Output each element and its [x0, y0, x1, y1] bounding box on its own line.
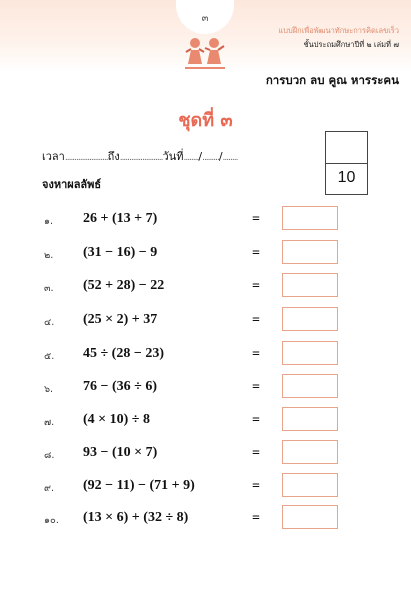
- answer-box[interactable]: [282, 307, 338, 331]
- problem-row: [0, 476, 411, 500]
- problem-row: [0, 508, 411, 532]
- problem-expression: 76 − (36 ÷ 6): [83, 379, 157, 394]
- problem-row: [0, 410, 411, 434]
- score-box: [325, 131, 368, 195]
- problem-number: ๓.: [44, 283, 54, 294]
- equals-sign: =: [252, 446, 260, 461]
- time-end-blank[interactable]: .......................: [119, 153, 163, 163]
- date-sep-2: /: [218, 150, 223, 163]
- problem-number: ๑.: [44, 216, 54, 227]
- equals-sign: =: [252, 246, 260, 261]
- year-blank[interactable]: ........: [222, 153, 238, 163]
- problem-number: ๙.: [44, 483, 54, 494]
- answer-box[interactable]: [282, 206, 338, 230]
- equals-sign: =: [252, 347, 260, 362]
- month-blank[interactable]: .........: [202, 153, 219, 163]
- date-label: วันที่: [162, 150, 184, 163]
- problem-expression: (4 × 10) ÷ 8: [83, 412, 150, 427]
- answer-box[interactable]: [282, 240, 338, 264]
- problem-row: [0, 344, 411, 368]
- answer-box[interactable]: [282, 374, 338, 398]
- problem-number: ๗.: [44, 417, 55, 428]
- children-illustration-logo: [183, 34, 227, 70]
- answer-box[interactable]: [282, 407, 338, 431]
- series-subtitle: ชั้นประถมศึกษาปีที่ ๒ เล่มที่ ๗: [303, 40, 399, 49]
- date-sep-1: /: [198, 150, 203, 163]
- problem-number: ๖.: [44, 384, 54, 395]
- equals-sign: =: [252, 212, 260, 227]
- equals-sign: =: [252, 479, 260, 494]
- problem-row: [0, 276, 411, 300]
- problem-number: ๑๐.: [44, 515, 59, 526]
- problem-row: [0, 443, 411, 467]
- problem-number: ๔.: [44, 317, 55, 328]
- answer-box[interactable]: [282, 473, 338, 497]
- to-label: ถึง: [107, 150, 120, 163]
- time-date-line: [42, 147, 237, 165]
- problem-expression: (25 × 2) + 37: [83, 312, 158, 327]
- answer-box[interactable]: [282, 341, 338, 365]
- problem-expression: (13 × 6) + (32 ÷ 8): [83, 510, 189, 525]
- worksheet-topic: การบวก ลบ คูณ หารระคน: [265, 73, 399, 87]
- problem-expression: (92 − 11) − (71 + 9): [83, 478, 195, 493]
- equals-sign: =: [252, 279, 260, 294]
- time-start-blank[interactable]: .......................: [64, 153, 108, 163]
- problem-expression: 45 ÷ (28 − 23): [83, 346, 164, 361]
- problem-row: [0, 243, 411, 267]
- problem-row: [0, 209, 411, 233]
- instruction: จงหาผลลัพธ์: [42, 178, 102, 191]
- equals-sign: =: [252, 313, 260, 328]
- score-divider: [326, 163, 367, 164]
- series-title: แบบฝึกเพื่อพัฒนาทักษะการคิดเลขเร็ว: [278, 26, 399, 35]
- problem-row: [0, 377, 411, 401]
- problem-number: ๘.: [44, 450, 55, 461]
- problem-expression: 93 − (10 × 7): [83, 445, 158, 460]
- answer-box[interactable]: [282, 440, 338, 464]
- problem-expression: 26 + (13 + 7): [83, 211, 158, 226]
- score-total: 10: [337, 169, 356, 186]
- equals-sign: =: [252, 413, 260, 428]
- equals-sign: =: [252, 380, 260, 395]
- set-title: ชุดที่ ๓: [178, 110, 233, 131]
- answer-box[interactable]: [282, 273, 338, 297]
- problem-expression: (31 − 16) − 9: [83, 245, 158, 260]
- equals-sign: =: [252, 511, 260, 526]
- problem-number: ๒.: [44, 250, 54, 261]
- page-number: ๓: [176, 0, 234, 34]
- problem-row: [0, 310, 411, 334]
- day-blank[interactable]: ........: [183, 153, 199, 163]
- problem-number: ๕.: [44, 351, 55, 362]
- answer-box[interactable]: [282, 505, 338, 529]
- problem-expression: (52 + 28) − 22: [83, 278, 165, 293]
- time-label: เวลา: [42, 150, 65, 163]
